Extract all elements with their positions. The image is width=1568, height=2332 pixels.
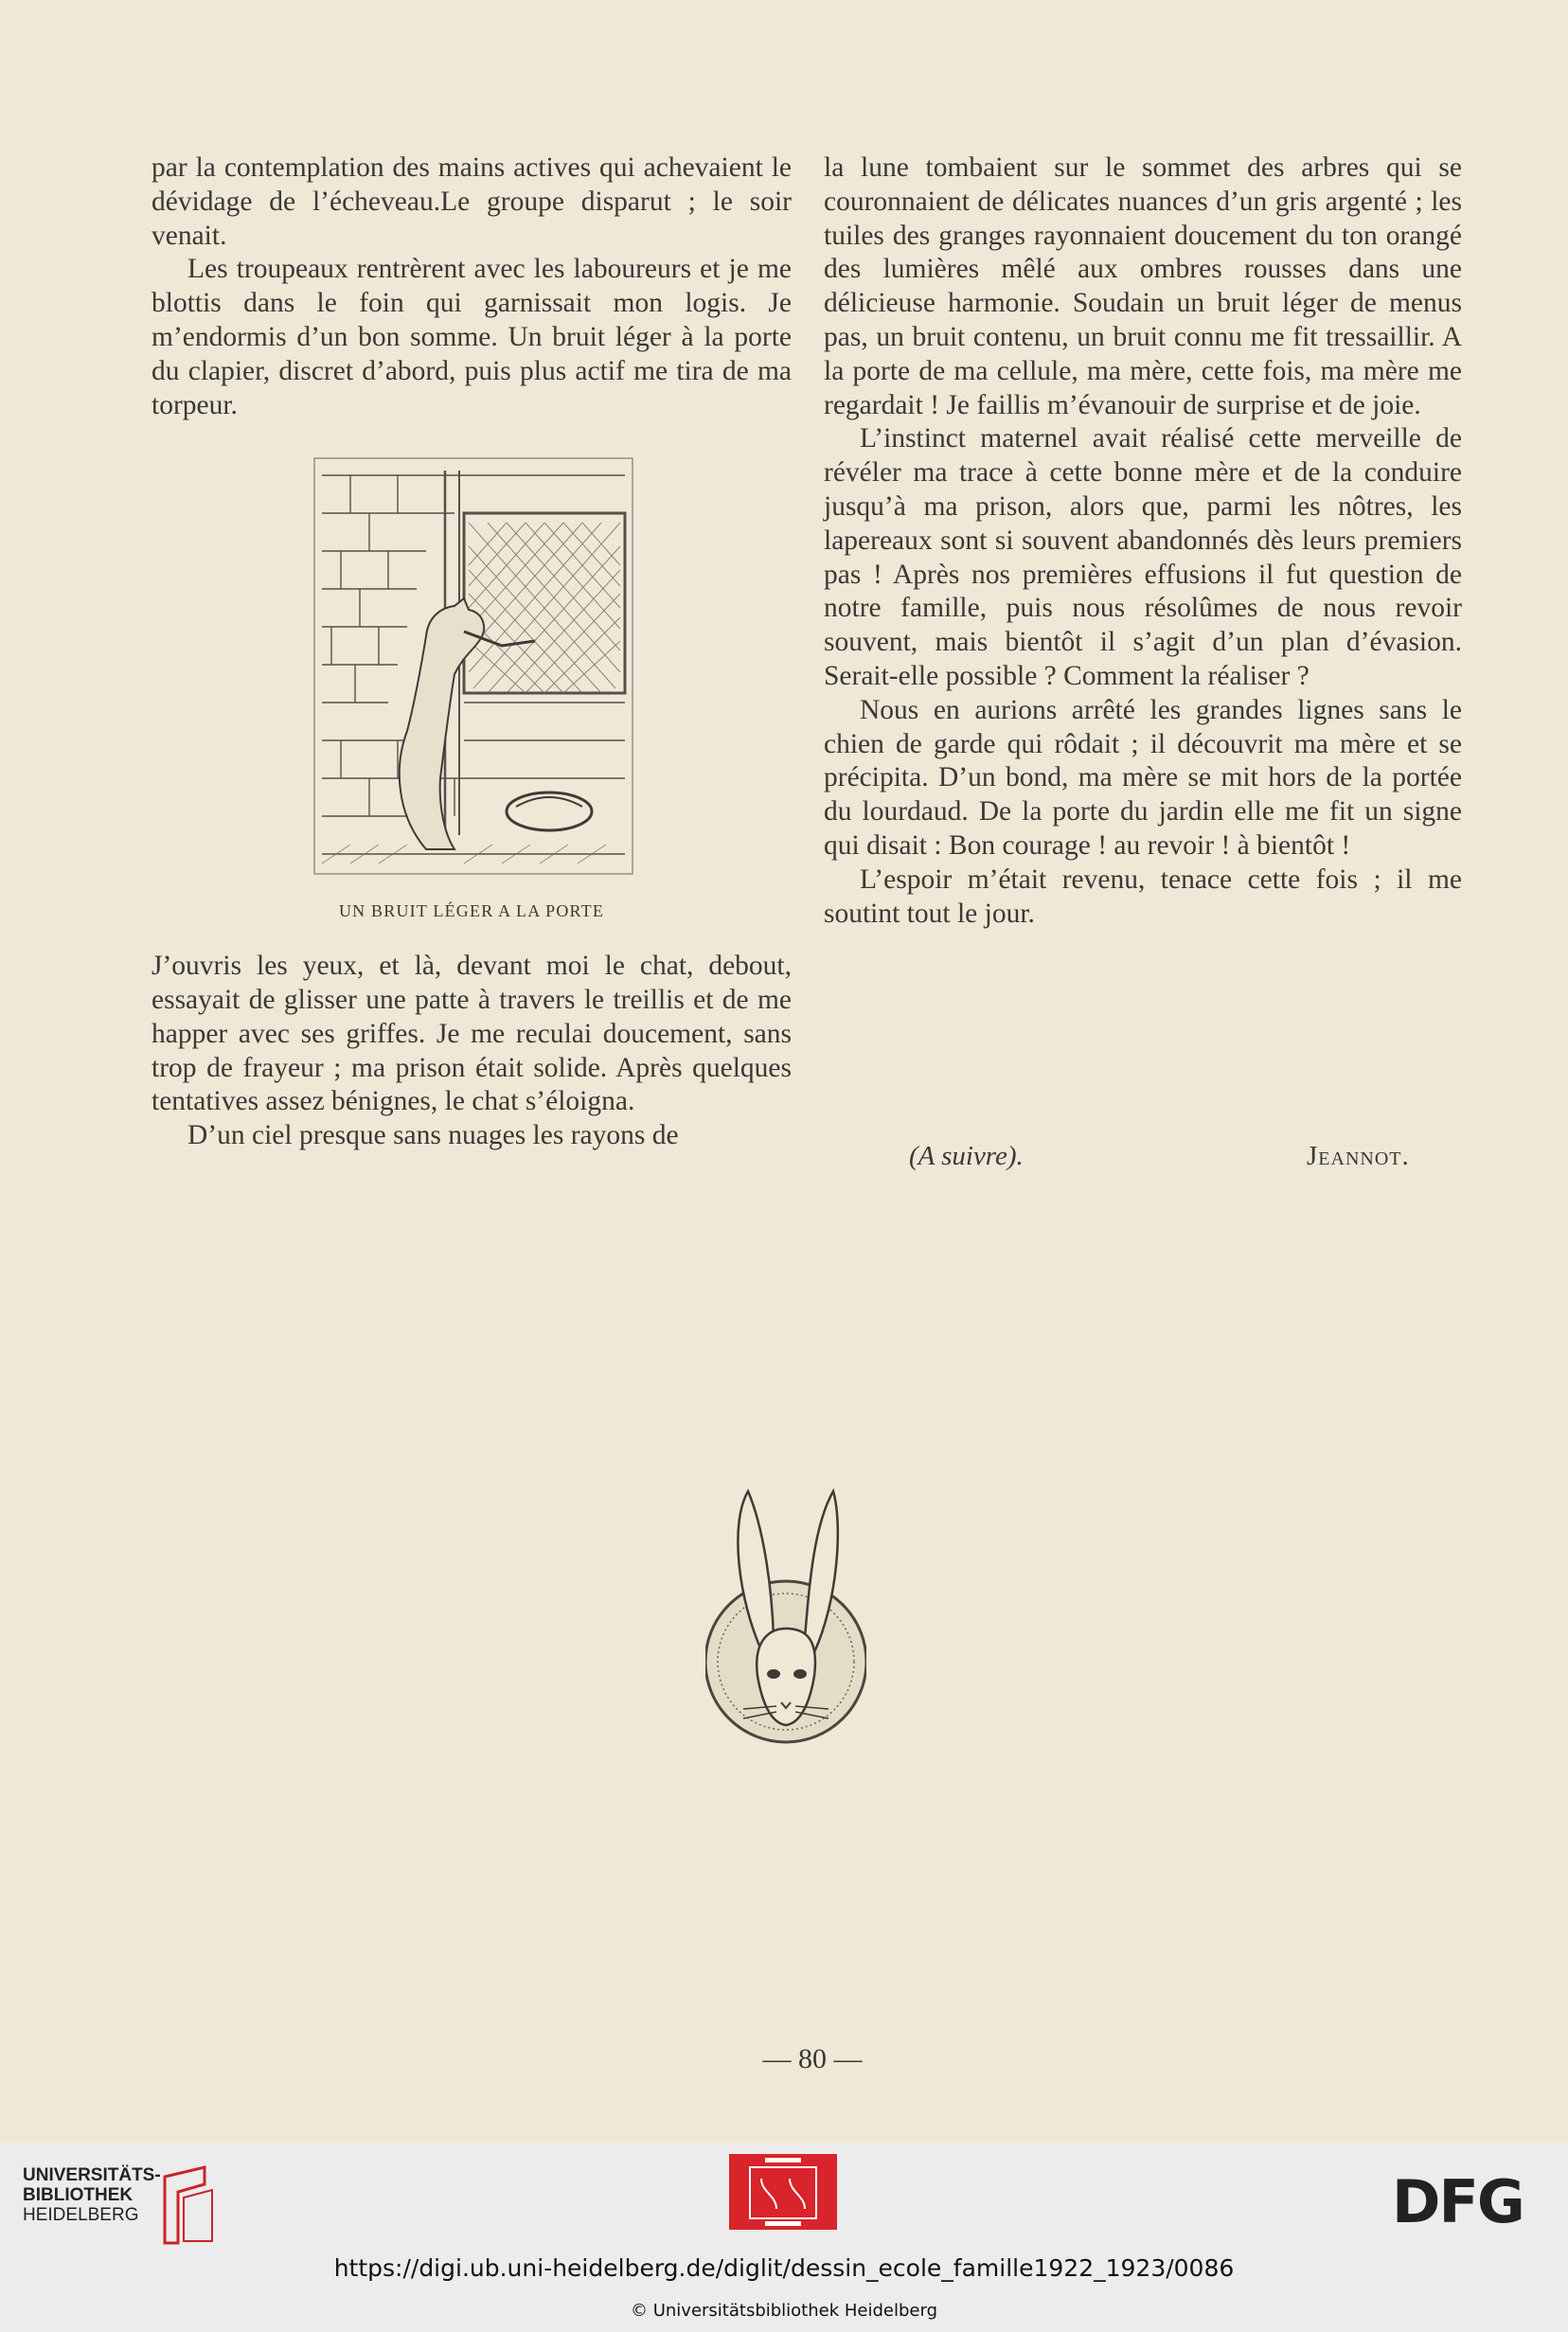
permalink-url[interactable]: https://digi.ub.uni-heidelberg.de/diglit/dessin_ecole_famille1922_1923/0086: [333, 2254, 1235, 2282]
library-mark-icon: [157, 2165, 216, 2247]
right-column: [824, 151, 1462, 931]
cat-at-hutch-illustration: [312, 456, 634, 876]
library-name-line-3: HEIDELBERG: [23, 2205, 139, 2225]
left-paragraph-4: D’un ciel presque sans nuages les rayons de: [187, 1120, 679, 1151]
figure-caption: UN BRUIT LÉGER A LA PORTE: [338, 901, 605, 921]
project-logo[interactable]: [729, 2154, 837, 2230]
rabbit-head-vignette: [705, 1486, 866, 1761]
left-column: [151, 151, 792, 1153]
page-number: — 80 —: [762, 2043, 863, 2074]
left-paragraph-1: par la contemplation des mains actives qui achevaient le dévidage de l’écheveau.Le groupe disparut ; le soir venait.: [151, 152, 792, 251]
dfg-logo[interactable]: DFG: [1392, 2167, 1523, 2236]
right-paragraph-2: L’instinct maternel avait réalisé cette merveille de révéler ma trace à cette bonne mère et de la conduire jusqu’à ma prison, alors que, parmi les nôtres, les lapereaux sont si souvent abandonnés dès leurs premiers pas ! Après nos premières effusions il fut question de notre famille, puis nous résolûmes de nous revoir souvent, mais bientôt il s’agit d’un plan d’évasion. Serait-elle possible ? Comment la réaliser ?: [824, 423, 1462, 691]
library-name-line-1: UNIVERSITÄTS-: [23, 2165, 161, 2185]
right-paragraph-1: la lune tombaient sur le sommet des arbres qui se couronnaient de délicates nuances d’un gris argenté ; les tuiles des granges rayonnaient doucement du ton orangé des lumières mêlé aux ombres rousses dans une délicieuse harmonie. Soudain un bruit léger de menus pas, un bruit contenu, un bruit connu me fit tressaillir. A la porte de ma cellule, ma mère, cette fois, ma mère me regardait ! Je faillis m’évanouir de surprise et de joie.: [824, 152, 1462, 420]
viewer-footer: [0, 2143, 1568, 2332]
right-paragraph-4: L’espoir m’était revenu, tenace cette fois ; il me soutint tout le jour.: [824, 863, 1462, 929]
to-be-continued: (A suivre).: [909, 1141, 1024, 1171]
copyright-notice: © Universitätsbibliothek Heidelberg: [630, 2301, 937, 2321]
author-signature: Jeannot.: [1307, 1141, 1410, 1171]
left-paragraph-2: Les troupeaux rentrèrent avec les laboureurs et je me blottis dans le foin qui garnissait mon logis. Je m’endormis d’un bon somme. Un bruit léger à la porte du clapier, discret d’abord, puis plus actif me tira de ma torpeur.: [151, 254, 792, 420]
right-paragraph-3: Nous en aurions arrêté les grandes lignes sans le chien de garde qui rôdait ; il découvrit ma mère et se précipita. D’un bond, ma mère se mit hors de la portée du lourdaud. De la porte du jardin elle me fit un signe qui disait : Bon courage ! au revoir ! à bientôt !: [824, 694, 1462, 861]
university-library-logo[interactable]: [23, 2165, 161, 2225]
project-logo-icon: [729, 2154, 837, 2230]
left-paragraph-3: J’ouvris les yeux, et là, devant moi le chat, debout, essayait de glisser une patte à travers le treillis et de me happer avec ses griffes. Je me reculai doucement, sans trop de frayeur ; ma prison était solide. Après quelques tentatives assez bénignes, le chat s’éloigna.: [151, 951, 792, 1117]
library-name-line-2: BIBLIOTHEK: [23, 2185, 134, 2205]
